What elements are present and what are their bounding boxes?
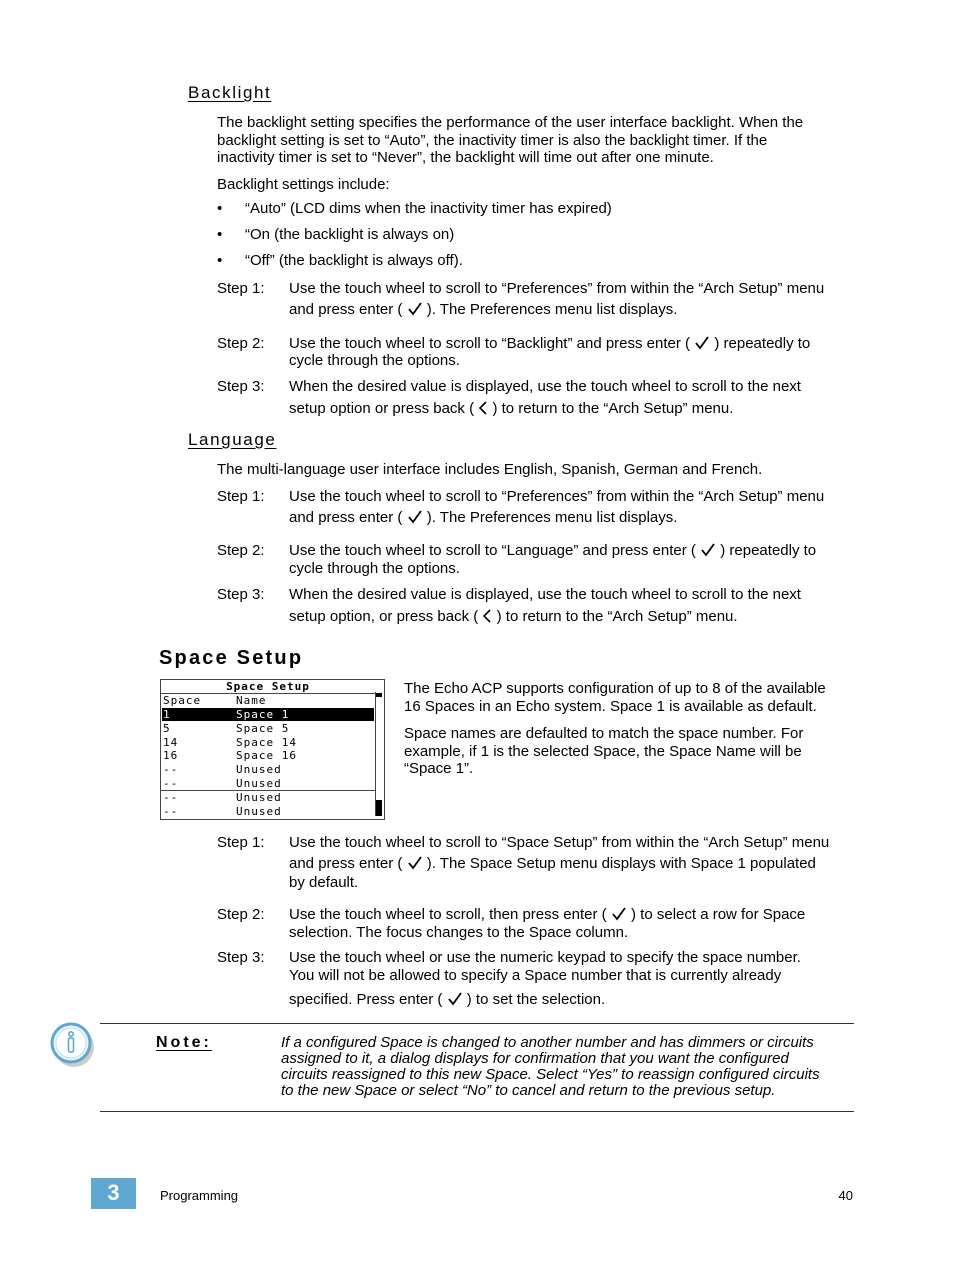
lcd-col-space: Space bbox=[163, 694, 202, 707]
lcd-row[interactable] bbox=[162, 763, 374, 776]
checkmark-icon bbox=[407, 510, 423, 524]
step-text bbox=[289, 608, 738, 626]
lcd-cell-space: 16 bbox=[163, 749, 179, 762]
space-setup-desc2 bbox=[404, 725, 803, 778]
step-text-part: ) to set the selection. bbox=[466, 991, 606, 1008]
lcd-cell-space: 14 bbox=[163, 736, 179, 749]
note-line: circuits reassigned to this new Space. Select “Yes” to reassign configured circuits bbox=[281, 1066, 820, 1083]
step-text-part: ) repeatedly to bbox=[720, 542, 817, 559]
desc-line: The Echo ACP supports configuration of up to 8 of the available bbox=[404, 680, 826, 697]
step-text bbox=[289, 542, 816, 560]
step-text-part: ) to return to the “Arch Setup” menu. bbox=[496, 608, 738, 625]
step-text-part: and press enter ( bbox=[289, 301, 403, 318]
checkmark-icon bbox=[694, 336, 710, 350]
desc-line: “Space 1”. bbox=[404, 760, 474, 777]
note-top-rule bbox=[100, 1023, 854, 1024]
note-bottom-rule bbox=[100, 1111, 854, 1112]
chapter-number-badge: 3 bbox=[91, 1178, 136, 1209]
step-text bbox=[289, 991, 605, 1009]
lcd-cell-name: Space 16 bbox=[236, 749, 297, 762]
step-text: cycle through the options. bbox=[289, 352, 460, 369]
lcd-cell-name: Unused bbox=[236, 763, 282, 776]
step-text-part: ) repeatedly to bbox=[714, 335, 811, 352]
step-text-part: Use the touch wheel to scroll, then press enter ( bbox=[289, 906, 607, 923]
checkmark-icon bbox=[611, 907, 627, 921]
lcd-scroll-top-marker bbox=[376, 693, 382, 697]
step-text: Use the touch wheel to scroll to “Preferences” from within the “Arch Setup” menu bbox=[289, 280, 825, 297]
lcd-header-row bbox=[162, 694, 374, 707]
lcd-scrollbar[interactable] bbox=[375, 692, 382, 816]
checkmark-icon bbox=[447, 992, 463, 1006]
lcd-screen bbox=[160, 679, 385, 820]
step-label: Step 3: bbox=[217, 378, 265, 395]
step-text-part: and press enter ( bbox=[289, 855, 403, 872]
note-text bbox=[281, 1035, 820, 1099]
language-heading: Language bbox=[188, 430, 277, 449]
back-chevron-icon bbox=[478, 401, 488, 415]
lcd-row[interactable] bbox=[162, 805, 374, 818]
step-label: Step 1: bbox=[217, 488, 265, 505]
backlight-intro-line: The backlight setting specifies the performance of the user interface backlight. When the bbox=[217, 114, 804, 131]
footer-section: Programming bbox=[160, 1188, 239, 1203]
lcd-cell-space: 1 bbox=[163, 708, 171, 721]
step-text: When the desired value is displayed, use the touch wheel to scroll to the next bbox=[289, 586, 801, 603]
backlight-intro-line: inactivity timer is set to “Never”, the backlight will time out after one minute. bbox=[217, 149, 714, 166]
step-text: When the desired value is displayed, use the touch wheel to scroll to the next bbox=[289, 378, 801, 395]
lcd-cell-space: -- bbox=[163, 791, 179, 804]
step-text: Use the touch wheel to scroll to “Space Setup” from within the “Arch Setup” menu bbox=[289, 834, 830, 851]
checkmark-icon bbox=[407, 302, 423, 316]
step-text bbox=[289, 906, 805, 924]
step-text bbox=[289, 509, 677, 527]
lcd-cell-space: 5 bbox=[163, 722, 171, 735]
lcd-scroll-thumb[interactable] bbox=[376, 800, 382, 816]
checkmark-icon bbox=[407, 856, 423, 870]
lcd-cell-space: -- bbox=[163, 777, 179, 790]
desc-line: 16 Spaces in an Echo system. Space 1 is available as default. bbox=[404, 697, 817, 715]
desc-line: example, if 1 is the selected Space, the Space Name will be bbox=[404, 742, 802, 760]
lcd-row[interactable] bbox=[162, 777, 374, 790]
step-text: by default. bbox=[289, 874, 359, 891]
lcd-row[interactable] bbox=[162, 722, 374, 735]
step-text: selection. The focus changes to the Space column. bbox=[289, 924, 629, 941]
lcd-cell-name: Unused bbox=[236, 791, 282, 804]
lcd-cell-name: Space 5 bbox=[236, 722, 290, 735]
language-intro: The multi-language user interface includes English, Spanish, German and French. bbox=[217, 461, 763, 478]
lcd-col-name: Name bbox=[236, 694, 267, 707]
note-line: assigned to it, a dialog displays for confirmation that you want the configured bbox=[281, 1050, 789, 1067]
note-line: If a configured Space is changed to another number and has dimmers or circuits bbox=[281, 1034, 814, 1051]
step-text: cycle through the options. bbox=[289, 560, 460, 577]
note-line: to the new Space or select “No” to cancel and return to the previous setup. bbox=[281, 1082, 776, 1099]
step-text-part: Use the touch wheel to scroll to “Language” and press enter ( bbox=[289, 542, 696, 559]
step-text bbox=[289, 855, 816, 873]
lcd-cell-space: -- bbox=[163, 805, 179, 818]
backlight-intro bbox=[217, 114, 803, 167]
step-text bbox=[289, 301, 677, 319]
step-text-part: specified. Press enter ( bbox=[289, 991, 443, 1008]
step-text-part: setup option or press back ( bbox=[289, 400, 475, 417]
note-label: Note: bbox=[156, 1034, 212, 1051]
step-text-part: Use the touch wheel to scroll to “Backlight” and press enter ( bbox=[289, 335, 691, 352]
step-text: You will not be allowed to specify a Space number that is currently already bbox=[289, 967, 782, 984]
step-text: Use the touch wheel to scroll to “Preferences” from within the “Arch Setup” menu bbox=[289, 488, 825, 505]
step-text-part: ) to return to the “Arch Setup” menu. bbox=[492, 400, 734, 417]
lcd-title: Space Setup bbox=[161, 680, 375, 694]
step-label: Step 2: bbox=[217, 542, 265, 559]
backlight-includes: Backlight settings include: bbox=[217, 176, 390, 193]
back-chevron-icon bbox=[482, 609, 492, 623]
lcd-cell-name: Space 1 bbox=[236, 708, 290, 721]
step-label: Step 3: bbox=[217, 586, 265, 603]
bullet-item: “Auto” (LCD dims when the inactivity timer has expired) bbox=[245, 200, 612, 217]
step-text-part: and press enter ( bbox=[289, 509, 403, 526]
bullet-marker: • bbox=[217, 252, 223, 269]
lcd-row[interactable] bbox=[162, 791, 374, 804]
page-number: 40 bbox=[838, 1188, 853, 1203]
lcd-row-selected[interactable] bbox=[162, 708, 374, 721]
step-text-part: ). The Preferences menu list displays. bbox=[426, 301, 678, 318]
step-label: Step 1: bbox=[217, 280, 265, 297]
checkmark-icon bbox=[700, 543, 716, 557]
desc-line: Space names are defaulted to match the space number. For bbox=[404, 725, 804, 742]
lcd-row[interactable] bbox=[162, 736, 374, 749]
step-label: Step 1: bbox=[217, 834, 265, 851]
step-text: Use the touch wheel or use the numeric keypad to specify the space number. bbox=[289, 949, 801, 966]
backlight-heading: Backlight bbox=[188, 83, 272, 102]
space-setup-heading: Space Setup bbox=[159, 647, 304, 669]
step-text bbox=[289, 400, 733, 418]
backlight-intro-line: backlight setting is set to “Auto”, the inactivity timer is also the backlight timer. If the bbox=[217, 131, 768, 149]
space-setup-desc1 bbox=[404, 680, 826, 715]
bullet-marker: • bbox=[217, 200, 223, 217]
bullet-item: “Off” (the backlight is always off). bbox=[245, 252, 463, 269]
info-icon bbox=[50, 1021, 96, 1069]
step-text-part: ). The Space Setup menu displays with Space 1 populated bbox=[426, 855, 816, 872]
step-text-part: ). The Preferences menu list displays. bbox=[426, 509, 678, 526]
bullet-marker: • bbox=[217, 226, 223, 243]
step-label: Step 2: bbox=[217, 335, 265, 352]
lcd-row[interactable] bbox=[162, 749, 374, 762]
step-text-part: ) to select a row for Space bbox=[631, 906, 806, 923]
bullet-item: “On (the backlight is always on) bbox=[245, 226, 455, 243]
lcd-cell-name: Space 14 bbox=[236, 736, 297, 749]
lcd-cell-space: -- bbox=[163, 763, 179, 776]
step-text bbox=[289, 335, 810, 353]
lcd-cell-name: Unused bbox=[236, 805, 282, 818]
lcd-cell-name: Unused bbox=[236, 777, 282, 790]
step-label: Step 3: bbox=[217, 949, 265, 966]
step-text-part: setup option, or press back ( bbox=[289, 608, 479, 625]
step-label: Step 2: bbox=[217, 906, 265, 923]
